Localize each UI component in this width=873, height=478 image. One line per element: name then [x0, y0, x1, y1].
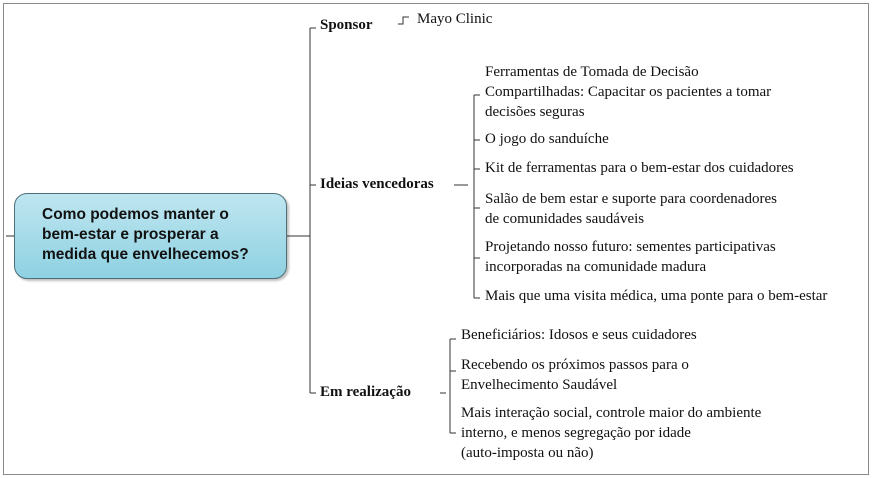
leaf-line: Recebendo os próximos passos para o	[461, 357, 689, 373]
leaf-line: incorporadas na comunidade madura	[485, 259, 707, 275]
branch-sponsor-label: Sponsor	[320, 17, 373, 33]
realizacao-leaf-3	[461, 403, 761, 463]
leaf-line: Compartilhadas: Capacitar os pacientes a tomar	[485, 84, 772, 100]
leaf-line: Beneficiários: Idosos e seus cuidadores	[461, 327, 697, 343]
leaf-line: Mais que uma visita médica, uma ponte para o bem-estar	[485, 288, 828, 304]
root-topic-text	[42, 205, 282, 265]
leaf-line: Ferramentas de Tomada de Decisão	[485, 64, 699, 80]
ideias-leaf-2	[485, 129, 609, 149]
root-line: Como podemos manter o	[42, 206, 229, 223]
leaf-line: Envelhecimento Saudável	[461, 377, 618, 393]
branch-realizacao-label: Em realização	[320, 384, 411, 400]
ideias-leaf-5	[485, 237, 776, 277]
leaf-line: Salão de bem estar e suporte para coordenadores	[485, 191, 777, 207]
realizacao-leaf-2	[461, 355, 689, 395]
leaf-line: O jogo do sanduíche	[485, 131, 609, 147]
leaf-line: Kit de ferramentas para o bem-estar dos cuidadores	[485, 160, 794, 176]
leaf-line: Mais interação social, controle maior do ambiente	[461, 405, 762, 421]
leaf-line: de comunidades saudáveis	[485, 211, 645, 227]
root-line: bem-estar e prosperar a	[42, 226, 219, 243]
branch-ideias-label: Ideias vencedoras	[320, 176, 434, 192]
ideias-leaf-4	[485, 189, 777, 229]
ideias-leaf-6	[485, 286, 827, 306]
leaf-line: Projetando nosso futuro: sementes participativas	[485, 239, 776, 255]
leaf-line: (auto-imposta ou não)	[461, 445, 594, 461]
ideias-leaf-1	[485, 62, 771, 122]
ideias-leaf-3	[485, 158, 794, 178]
sponsor-connector	[398, 17, 409, 24]
root-line: medida que envelhecemos?	[42, 246, 249, 263]
sponsor-leaf	[417, 9, 492, 29]
leaf-line: interno, e menos segregação por idade	[461, 425, 691, 441]
leaf-line: decisões seguras	[485, 104, 585, 120]
realizacao-leaf-1	[461, 325, 697, 345]
leaf-line: Mayo Clinic	[417, 11, 493, 27]
